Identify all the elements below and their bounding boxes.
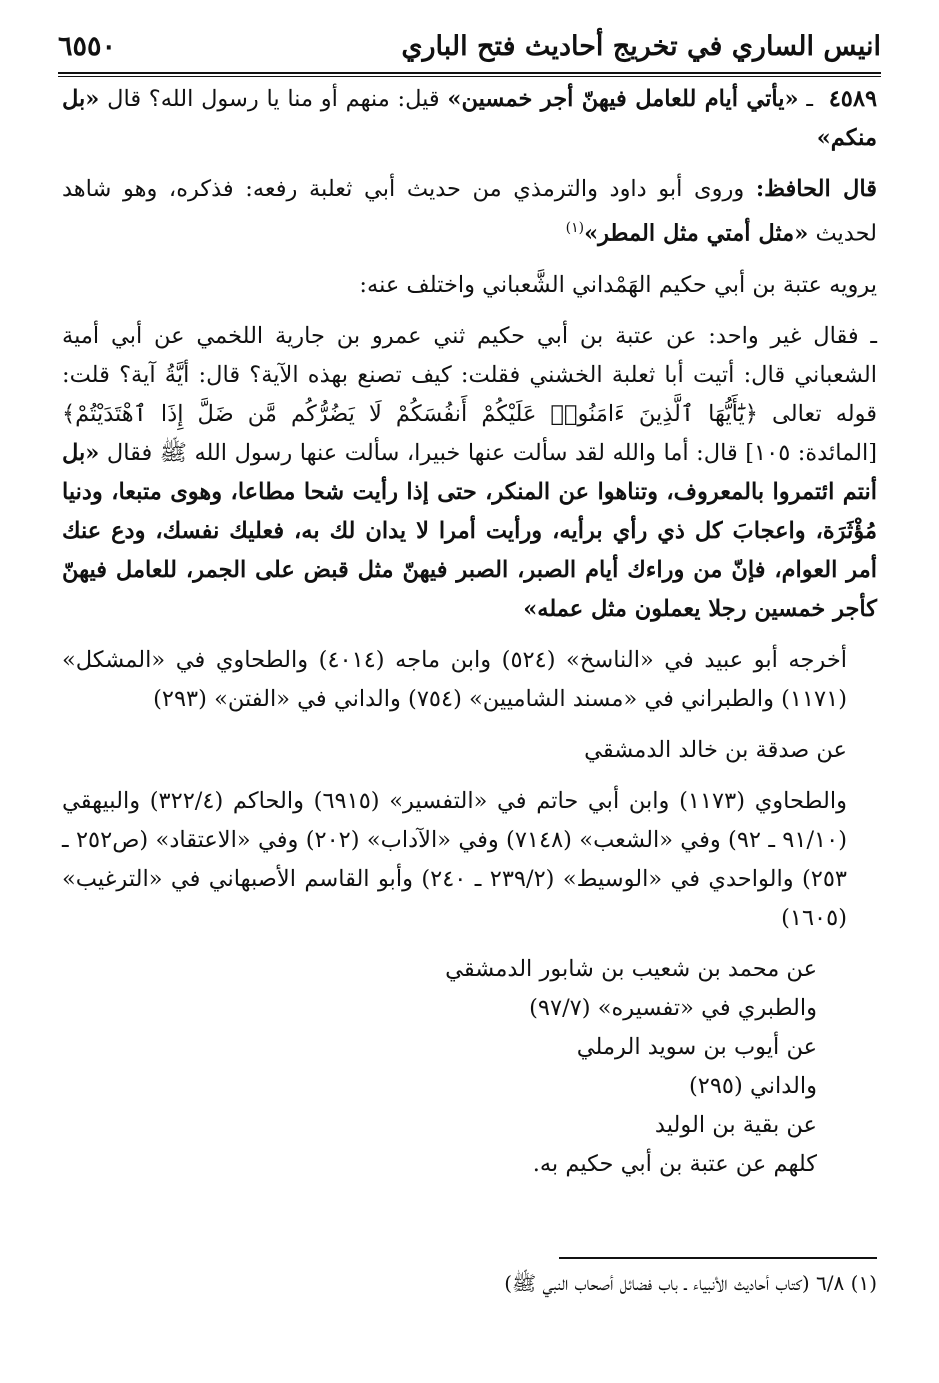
footnote-rule [559, 1257, 877, 1259]
intro-line: يرويه عتبة بن أبي حكيم الهَمْداني الشَّعباني واختلف عنه: [359, 271, 877, 298]
hadith-number: ٤٥٨٩ [828, 86, 878, 112]
footnote-mark: (١) [850, 1271, 877, 1295]
narration-text-2: قال: أما والله لقد سألت عنها خبيرا، سألت عنها رسول الله ﷺ فقال [106, 439, 738, 466]
chain-item: عن بقية بن الوليد [654, 1111, 817, 1138]
chain-item: عن أيوب بن سويد الرملي [576, 1033, 817, 1060]
page-body [62, 80, 877, 1192]
chain-line: عن صدقة بن خالد الدمشقي [584, 736, 847, 763]
footnote-text: ٦/٨ (كتاب أحاديث الأنبياء ـ باب فضائل أصحاب النبي ﷺ) [504, 1271, 845, 1295]
page-header [58, 24, 881, 68]
footnote [62, 1268, 877, 1298]
hafiz-quote: «مثل أمتي مثل المطر» [584, 220, 809, 247]
chain-item: كلهم عن عتبة بن أبي حكيم به. [532, 1150, 817, 1177]
chain-item: عن محمد بن شعيب بن شابور الدمشقي [445, 955, 817, 982]
hafiz-label: قال الحافظ: [755, 176, 877, 202]
hadith-question: قيل: منهم أو منا يا رسول الله؟ قال [107, 86, 440, 112]
hadith-entry: ٤٥٨٩ ـ «يأتي أيام للعامل فيهنّ أجر خمسين» قيل: منهم أو منا يا رسول الله؟ قال «بل منكم» [62, 86, 878, 151]
quran-verse: ﴿يَٰٓأَيُّهَا ٱلَّذِينَ ءَامَنُوا۟ عَلَيْكُمْ أَنفُسَكُمْ لَا يَضُرُّكُم مَّن ضَلَّ إِذَا ٱهْتَدَيْتُمْ﴾ [62, 400, 758, 427]
narration-text: ـ فقال غير واحد: عن عتبة بن أبي حكيم ثني عمرو بن جارية اللخمي عن أبي أمية الشعباني قال: أتيت أبا ثعلبة الخشني فقلت: كيف تصنع بهذه الآية؟ قال: أيَّةُ آية؟ قلت: قوله تعالى [62, 322, 877, 427]
page-number: ٦٥٥٠ [58, 30, 117, 62]
narration-paragraph [62, 317, 877, 629]
hafiz-paragraph [62, 170, 877, 254]
chain-item: والداني (٢٩٥) [688, 1072, 817, 1099]
header-rule [58, 72, 881, 77]
prophetic-saying: «بل أنتم ائتمروا بالمعروف، وتناهوا عن المنكر، حتى إذا رأيت شحا مطاعا، وهوى متبعا، ودنيا مُؤْثَرَة، واعجابَ كل ذي رأي برأيه، ورأيت أمرا لا يدان لك به، فعليك نفسك، ودع عنك أمر العوام، فإنّ من وراءك أيام الصبر، الصبر فيهنّ مثل قبض على الجمر، للعامل فيهنّ كأجر خمسين رجلا يعملون مثل عمله» [62, 439, 877, 622]
takhrij-paragraph-2: والطحاوي (١١٧٣) وابن أبي حاتم في «التفسير» (٦٩١٥) والحاكم (٣٢٢/٤) والبيهقي (٩١/١٠ ـ ٩٢) وفي «الشعب» (٧١٤٨) وفي «الآداب» (٢٠٢) وفي «الاعتقاد» (ص٢٥٢ ـ ٢٥٣) والواحدي في «الوسيط» (٢٣٩/٢ ـ ٢٤٠) وأبو القاسم الأصبهاني في «الترغيب» (١٦٠٥) [62, 787, 847, 931]
chain-item: والطبري في «تفسيره» (٩٧/٧) [529, 994, 817, 1021]
footnote-reference: (١) [565, 220, 585, 236]
hadith-matn: «يأتي أيام للعامل فيهنّ أجر خمسين» [447, 86, 799, 112]
takhrij-paragraph-1: أخرجه أبو عبيد في «الناسخ» (٥٢٤) وابن ماجه (٤٠١٤) والطحاوي في «المشكل» (١١٧١) والطبراني في «مسند الشاميين» (٧٥٤) والداني في «الفتن» (٢٩٣) [62, 646, 847, 712]
verse-reference: [المائدة: ١٠٥] [745, 439, 877, 466]
running-title: انيس الساري في تخريج أحاديث فتح الباري [401, 30, 881, 62]
chain-list [62, 950, 877, 1184]
hadith-answer: «بل منكم» [62, 86, 877, 151]
hafiz-text: وروى أبو داود والترمذي من حديث أبي ثعلبة رفعه: فذكره، وهو شاهد لحديث [62, 176, 877, 247]
